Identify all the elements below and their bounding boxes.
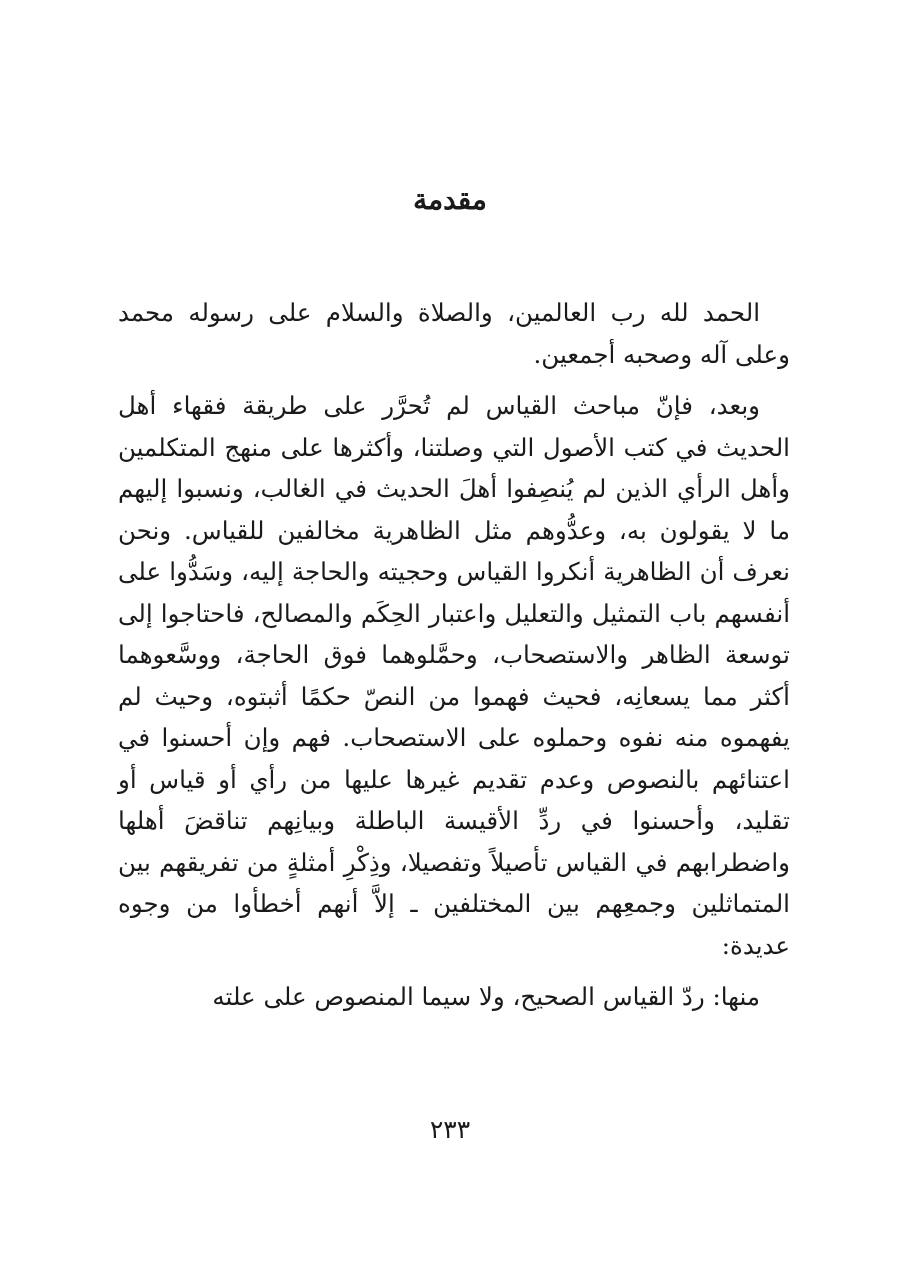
page-number: ٢٣٣ xyxy=(429,1115,471,1144)
paragraph-introduction: وبعد، فإنّ مباحث القياس لم تُحرَّر على طريقة فقهاء أهل الحديث في كتب الأصول التي وصلتنا، وأكثرها على منهج المتكلمين وأهل الرأي الذين لم يُنصِفوا أهلَ الحديث في الغالب، ونسبوا إليهم ما لا يقولون به، وعدُّوهم مثل الظاهرية مخالفين للقياس. ونحن نعرف أن الظاهرية أنكروا القياس وحجيته والحاجة إليه، وسَدُّوا على أنفسهم باب التمثيل والتعليل واعتبار الحِكَم والمصالح، فاحتاجوا إلى توسعة الظاهر والاستصحاب، وحمَّلوهما فوق الحاجة، ووسَّعوهما أكثر مما يسعانِه، فحيث فهموا من النصّ حكمًا أثبتوه، وحيث لم يفهموه منه نفوه وحملوه على الاستصحاب. فهم وإن أحسنوا في اعتنائهم بالنصوص وعدم تقديم غيرها عليها من رأي أو قياس أو تقليد، وأحسنوا في ردِّ الأقيسة الباطلة وبيانِهم تناقضَ أهلها واضطرابهم في القياس تأصيلاً وتفصيلا، وذِكْرِ أمثلةٍ من تفريقهم بين المتماثلين وجمعِهم بين المختلفين ـ إلاَّ أنهم أخطأوا من وجوه عديدة: xyxy=(118,391,790,960)
section-title: مقدمة xyxy=(413,183,487,216)
paragraph-first-point: منها: ردّ القياس الصحيح، ولا سيما المنصوص على علته xyxy=(212,982,760,1011)
paragraph-opening-praise: الحمد لله رب العالمين، والصلاة والسلام على رسوله محمد وعلى آله وصحبه أجمعين. xyxy=(118,298,790,369)
body-text xyxy=(118,292,790,1028)
